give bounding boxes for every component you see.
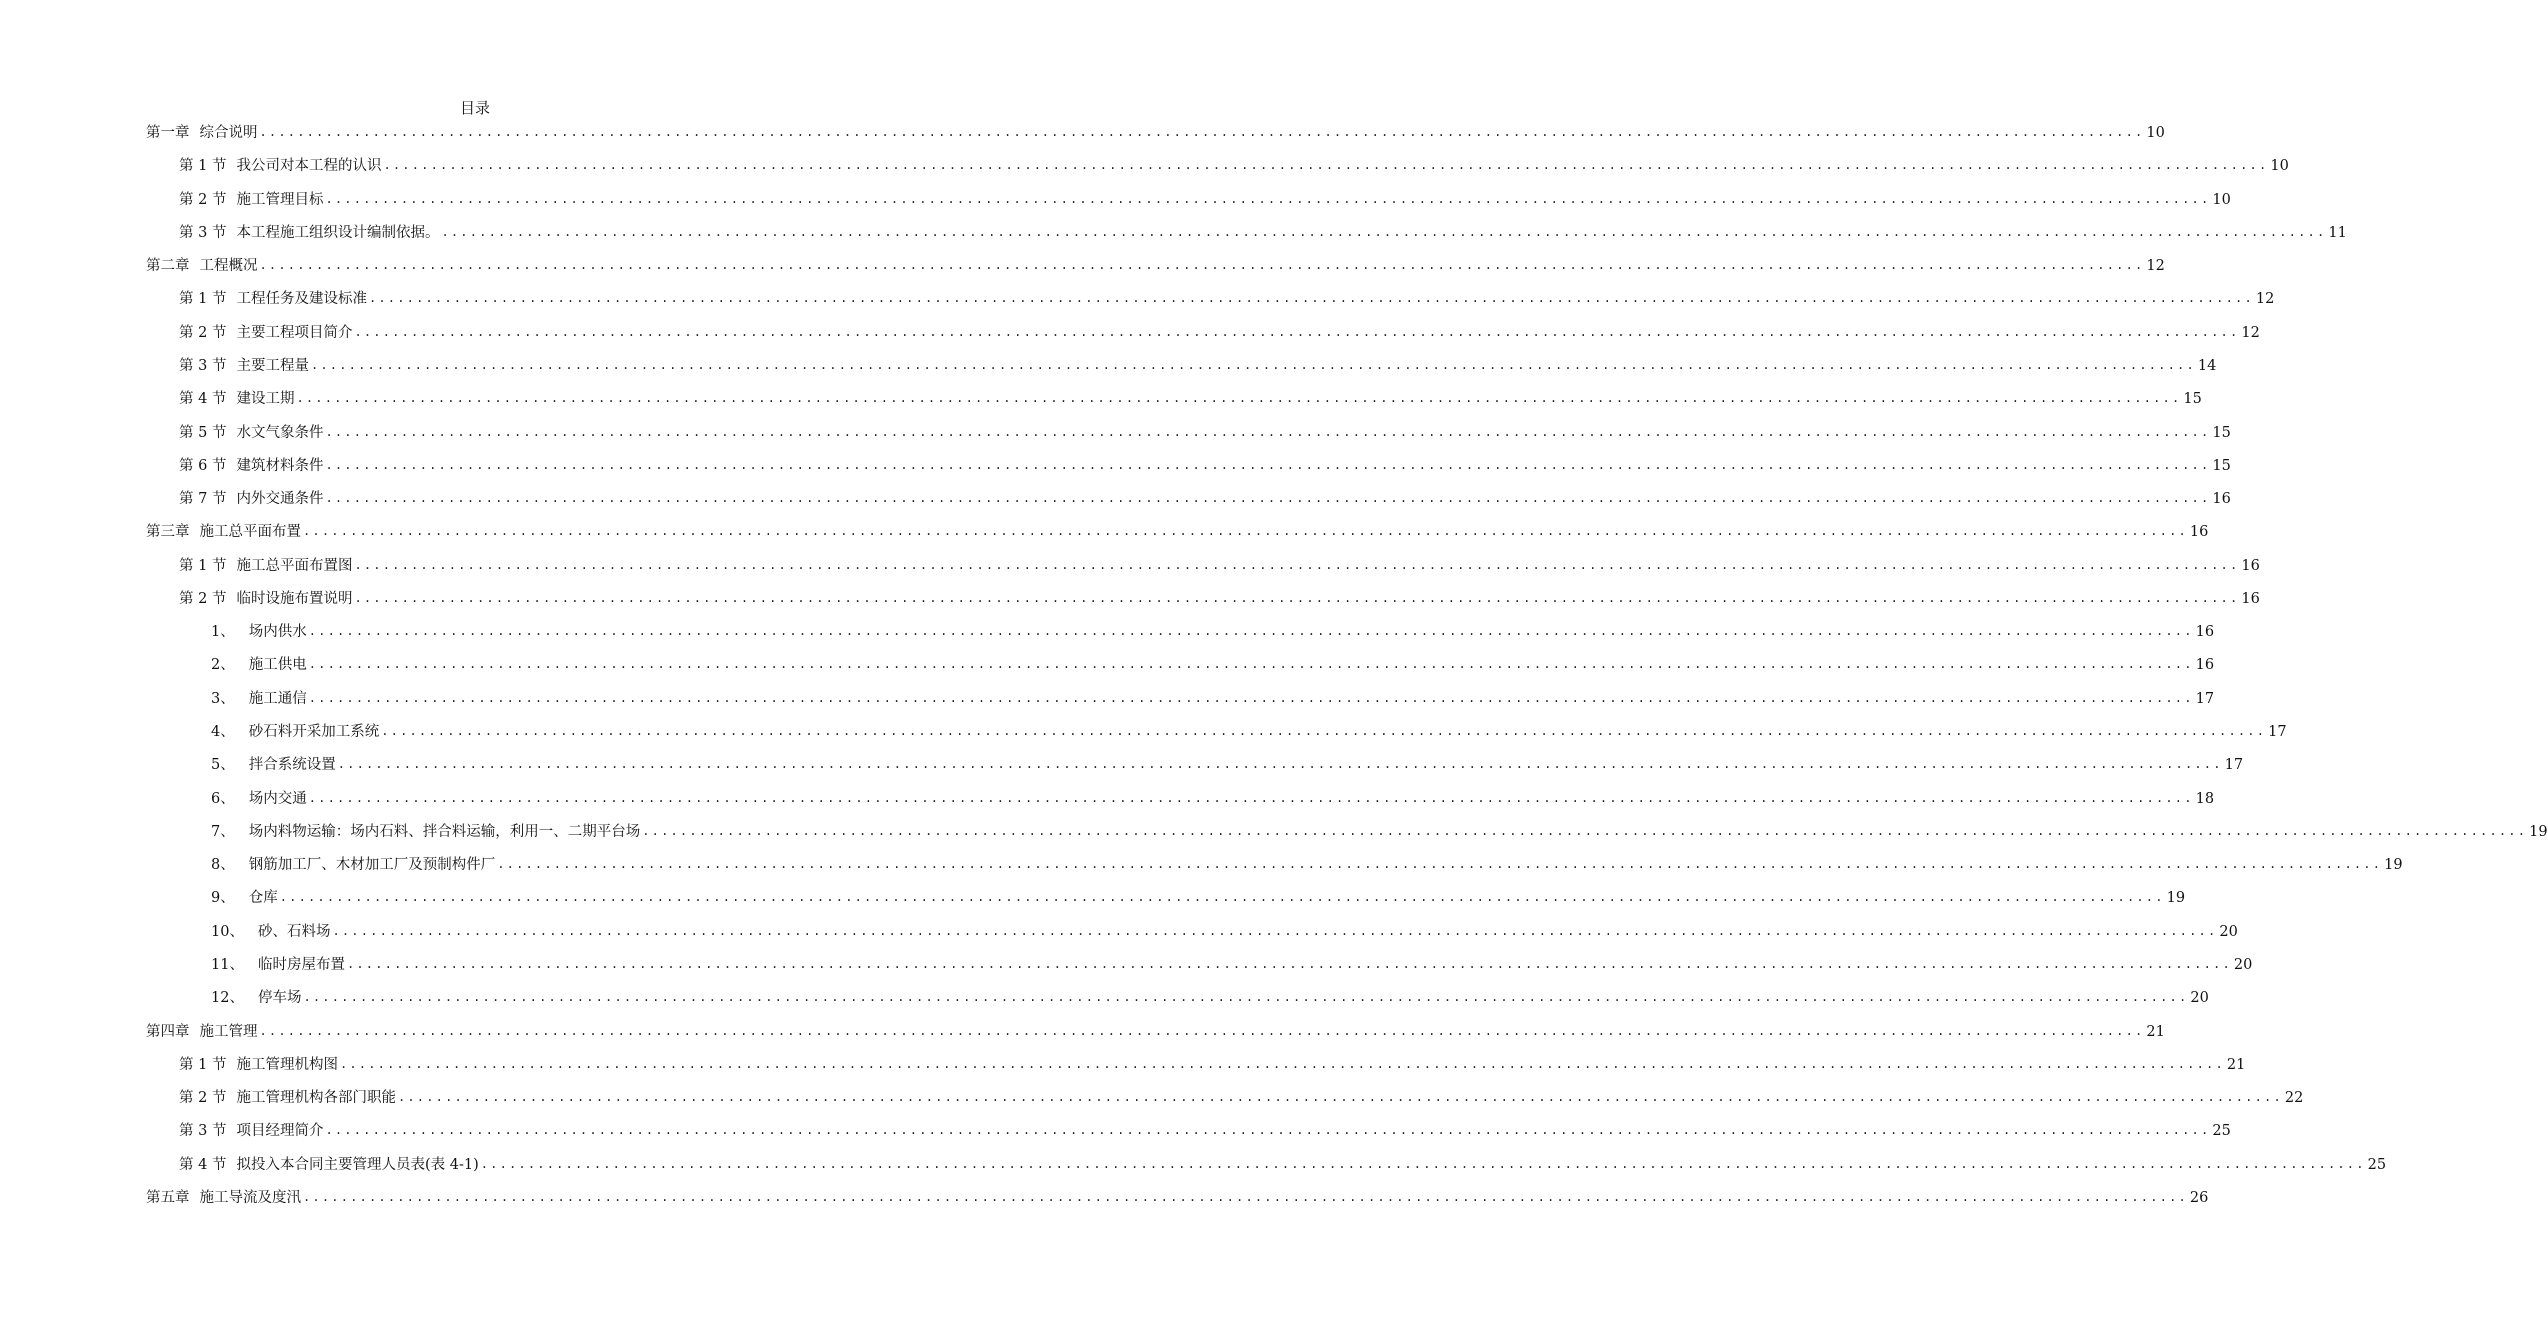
toc-entry-text: 场内供水 [248, 624, 307, 641]
toc-leader-dots: ........................................................................................................................................................................................................ [346, 957, 2232, 971]
toc-leader-dots: ........................................................................................................................................................................................................ [325, 457, 2211, 472]
toc-leader-dots: ........................................................................................................................................................................................................ [303, 1189, 2188, 1204]
toc-leader-dots: ........................................................................................................................................................................................................ [308, 657, 2194, 672]
toc-entry-number: 6、 [211, 790, 235, 807]
toc-entry[interactable] [179, 288, 2275, 310]
toc-entry-number: 第 4 节 [179, 391, 227, 408]
toc-entry[interactable] [211, 854, 2403, 876]
toc-entry-page-number: 16 [2195, 624, 2215, 641]
toc-leader-dots: ........................................................................................................................................................................................................ [325, 191, 2211, 206]
toc-leader-dots: ........................................................................................................................................................................................................ [381, 724, 2267, 739]
toc-leader-dots: ........................................................................................................................................................................................................ [354, 324, 2240, 339]
toc-entry-number: 第 3 节 [179, 224, 227, 241]
toc-entry-text: 施工通信 [248, 690, 307, 707]
toc-entry-text: 钢筋加工厂、木材加工厂及预制构件厂 [248, 857, 496, 874]
toc-entry[interactable] [146, 521, 2209, 543]
toc-leader-dots: ........................................................................................................................................................................................................ [303, 990, 2189, 1005]
toc-entry-number: 第 2 节 [179, 590, 227, 607]
toc-entry-page-number: 16 [2241, 590, 2260, 607]
toc-leader-dots: ........................................................................................................................................................................................................ [325, 491, 2211, 506]
toc-entry-page-number: 20 [2190, 990, 2209, 1007]
toc-entry-page-number: 10 [2146, 125, 2165, 141]
toc-entry-text: 水文气象条件 [236, 424, 324, 441]
toc-entry-number: 8、 [211, 857, 235, 874]
toc-entry-number: 7、 [211, 823, 235, 840]
toc-entry[interactable] [179, 588, 2260, 610]
toc-entry-page-number: 25 [2367, 1156, 2387, 1173]
toc-entry-page-number: 14 [2197, 357, 2217, 374]
toc-entry[interactable] [211, 721, 2287, 743]
toc-entry-number: 第 2 节 [179, 324, 227, 341]
toc-entry[interactable] [179, 422, 2231, 444]
toc-entry-page-number: 22 [2284, 1090, 2304, 1107]
toc-entry-number: 5、 [211, 757, 235, 774]
toc-entry[interactable] [211, 987, 2209, 1009]
toc-entry-page-number: 15 [2212, 424, 2231, 441]
toc-entry-text: 拟投入本合同主要管理人员表(表 4-1) [236, 1156, 479, 1173]
toc-leader-dots: ........................................................................................................................................................................................................ [368, 291, 2254, 306]
toc-entry-number: 4、 [211, 724, 235, 741]
toc-leader-dots: ........................................................................................................................................................................................................ [279, 890, 2165, 905]
toc-entry[interactable] [179, 355, 2217, 377]
toc-entry-text: 场内料物运输：场内石料、拌合料运输，利用一、二期平台场 [248, 823, 641, 840]
toc-entry-number: 第 4 节 [179, 1156, 227, 1173]
toc-leader-dots: ........................................................................................................................................................................................................ [354, 557, 2240, 572]
toc-leader-dots: ........................................................................................................................................................................................................ [383, 158, 2269, 173]
toc-entry-number: 11、 [211, 957, 244, 973]
toc-entry-number: 2、 [211, 657, 235, 674]
toc-entry[interactable] [211, 621, 2215, 643]
toc-entry-number: 第 3 节 [179, 357, 227, 374]
toc-entry[interactable] [146, 1021, 2165, 1043]
toc-entry-text: 砂石料开采加工系统 [248, 724, 380, 741]
toc-entry-page-number: 16 [2189, 524, 2209, 541]
toc-entry-text: 工程任务及建设标准 [236, 291, 367, 308]
toc-entry-text: 项目经理简介 [236, 1123, 324, 1140]
toc-entry-text: 本工程施工组织设计编制依据。 [236, 224, 440, 241]
toc-entry-page-number: 19 [2529, 823, 2548, 840]
toc-entry[interactable] [179, 455, 2231, 477]
toc-entry-number: 第 1 节 [179, 158, 227, 175]
toc-entry-text: 临时设施布置说明 [236, 590, 353, 607]
toc-entry[interactable] [179, 1120, 2231, 1142]
toc-entry-text: 施工供电 [248, 657, 307, 674]
toc-entry[interactable] [179, 1087, 2304, 1109]
toc-entry-number: 第二章 [146, 258, 190, 275]
toc-entry-text: 施工管理机构各部门职能 [236, 1090, 396, 1107]
toc-entry-text: 施工管理 [199, 1023, 258, 1040]
toc-entry-number: 第 5 节 [179, 424, 227, 441]
toc-entry-number: 第 6 节 [179, 457, 227, 474]
toc-leader-dots: ........................................................................................................................................................................................................ [308, 624, 2194, 639]
toc-entry-number: 12、 [211, 990, 244, 1007]
toc-entry-text: 施工导流及度汛 [199, 1189, 301, 1206]
toc-leader-dots: ........................................................................................................................................................................................................ [642, 823, 2528, 838]
toc-entry[interactable] [211, 754, 2244, 776]
toc-entry-page-number: 25 [2212, 1123, 2231, 1140]
toc-leader-dots: ........................................................................................................................................................................................................ [325, 1123, 2211, 1138]
toc-entry-page-number: 12 [2241, 324, 2260, 341]
toc-entry-page-number: 17 [2268, 724, 2287, 741]
toc-entry-number: 第 1 节 [179, 1056, 227, 1073]
toc-entry-page-number: 17 [2224, 757, 2244, 774]
toc-entry[interactable] [211, 954, 2253, 976]
toc-entry-page-number: 21 [2226, 1056, 2246, 1073]
toc-entry-text: 临时房屋布置 [257, 957, 345, 973]
toc-leader-dots: ........................................................................................................................................................................................................ [310, 357, 2196, 372]
toc-title: 目录 [459, 99, 490, 117]
toc-leader-dots: ........................................................................................................................................................................................................ [441, 224, 2327, 239]
toc-entry[interactable] [179, 388, 2202, 410]
toc-entry-number: 第四章 [146, 1023, 190, 1040]
toc-entry-text: 施工总平面布置 [199, 524, 301, 541]
toc-entry[interactable] [146, 255, 2165, 277]
toc-entry-number: 第 2 节 [179, 191, 227, 208]
toc-leader-dots: ........................................................................................................................................................................................................ [337, 757, 2223, 772]
toc-entry-text: 我公司对本工程的认识 [236, 158, 382, 175]
toc-entry-text: 工程概况 [199, 258, 258, 275]
toc-entry-text: 主要工程项目简介 [236, 324, 353, 341]
toc-entry-number: 第 1 节 [179, 557, 227, 574]
toc-leader-dots: ........................................................................................................................................................................................................ [259, 125, 2145, 139]
toc-entry-text: 施工管理目标 [236, 191, 324, 208]
toc-entry-number: 第 1 节 [179, 291, 227, 308]
toc-entry[interactable] [211, 887, 2186, 909]
toc-entry-page-number: 16 [2195, 657, 2215, 674]
toc-entry-page-number: 26 [2189, 1189, 2209, 1206]
toc-leader-dots: ........................................................................................................................................................................................................ [332, 923, 2218, 938]
toc-entry-text: 仓库 [248, 890, 278, 907]
toc-entry[interactable] [179, 1054, 2246, 1076]
toc-entry[interactable] [179, 488, 2231, 510]
toc-entry-text: 停车场 [257, 990, 302, 1007]
toc-entry-number: 1、 [211, 624, 235, 641]
toc-entry-number: 第 3 节 [179, 1123, 227, 1140]
toc-entry[interactable] [211, 821, 2548, 843]
toc-entry-text: 砂、石料场 [257, 923, 331, 940]
toc-entry-number: 第 7 节 [179, 491, 227, 508]
toc-entry[interactable] [179, 222, 2347, 244]
toc-entry-text: 建筑材料条件 [236, 457, 324, 474]
toc-leader-dots: ........................................................................................................................................................................................................ [480, 1156, 2366, 1171]
toc-entry-page-number: 15 [2212, 457, 2231, 474]
toc-entry-text: 拌合系统设置 [248, 757, 336, 774]
toc-entry[interactable] [211, 688, 2215, 710]
toc-entry-number: 9、 [211, 890, 235, 907]
toc-entry-page-number: 19 [2384, 857, 2403, 874]
toc-entry-page-number: 20 [2233, 957, 2253, 973]
toc-entry-page-number: 19 [2166, 890, 2186, 907]
toc-entry-number: 第五章 [146, 1189, 190, 1206]
toc-entry-page-number: 11 [2328, 224, 2347, 241]
toc-entry[interactable] [179, 555, 2260, 577]
toc-leader-dots: ........................................................................................................................................................................................................ [354, 590, 2240, 605]
toc-entry-text: 建设工期 [236, 391, 295, 408]
toc-entry-text: 内外交通条件 [236, 491, 324, 508]
toc-entry-page-number: 10 [2270, 158, 2289, 175]
toc-entry-page-number: 21 [2146, 1023, 2165, 1040]
toc-entry-text: 主要工程量 [236, 357, 309, 374]
toc-entry-text: 施工管理机构图 [236, 1056, 338, 1073]
toc-entry-text: 施工总平面布置图 [236, 557, 353, 574]
toc-leader-dots: ........................................................................................................................................................................................................ [308, 790, 2194, 805]
toc-entry-page-number: 20 [2219, 923, 2238, 940]
toc-entry-page-number: 12 [2146, 258, 2165, 275]
toc-entry-number: 第三章 [146, 524, 190, 541]
toc-entry-number: 第一章 [146, 125, 190, 141]
toc-entry[interactable] [211, 921, 2238, 943]
toc-entry[interactable] [179, 322, 2260, 344]
toc-entry-page-number: 16 [2241, 557, 2260, 574]
toc-entry-page-number: 16 [2212, 491, 2231, 508]
toc-entry-text: 场内交通 [248, 790, 307, 807]
toc-leader-dots: ........................................................................................................................................................................................................ [497, 857, 2383, 872]
toc-entry-page-number: 10 [2212, 191, 2231, 208]
toc-entry-page-number: 12 [2255, 291, 2275, 308]
toc-entry-page-number: 17 [2195, 690, 2215, 707]
toc-entry-number: 第 2 节 [179, 1090, 227, 1107]
toc-entry[interactable] [179, 155, 2289, 177]
toc-leader-dots: ........................................................................................................................................................................................................ [339, 1056, 2225, 1071]
toc-entry-number: 10、 [211, 923, 244, 940]
toc-entry[interactable] [211, 788, 2215, 810]
toc-entry[interactable] [179, 189, 2231, 211]
toc-leader-dots: ........................................................................................................................................................................................................ [308, 690, 2194, 705]
toc-leader-dots: ........................................................................................................................................................................................................ [397, 1090, 2283, 1105]
toc-entry[interactable] [179, 1154, 2387, 1176]
toc-entry[interactable] [146, 1187, 2209, 1209]
toc-entry-number: 3、 [211, 690, 235, 707]
toc-leader-dots: ........................................................................................................................................................................................................ [259, 1023, 2145, 1038]
toc-leader-dots: ........................................................................................................................................................................................................ [325, 424, 2211, 439]
toc-leader-dots: ........................................................................................................................................................................................................ [296, 391, 2182, 406]
toc-entry[interactable] [146, 122, 2165, 144]
toc-entry-text: 综合说明 [199, 125, 258, 141]
toc-leader-dots: ........................................................................................................................................................................................................ [303, 524, 2188, 539]
toc-leader-dots: ........................................................................................................................................................................................................ [259, 258, 2145, 273]
toc-entry-page-number: 15 [2183, 391, 2202, 408]
toc-entry-page-number: 18 [2195, 790, 2215, 807]
toc-entry[interactable] [211, 654, 2215, 676]
